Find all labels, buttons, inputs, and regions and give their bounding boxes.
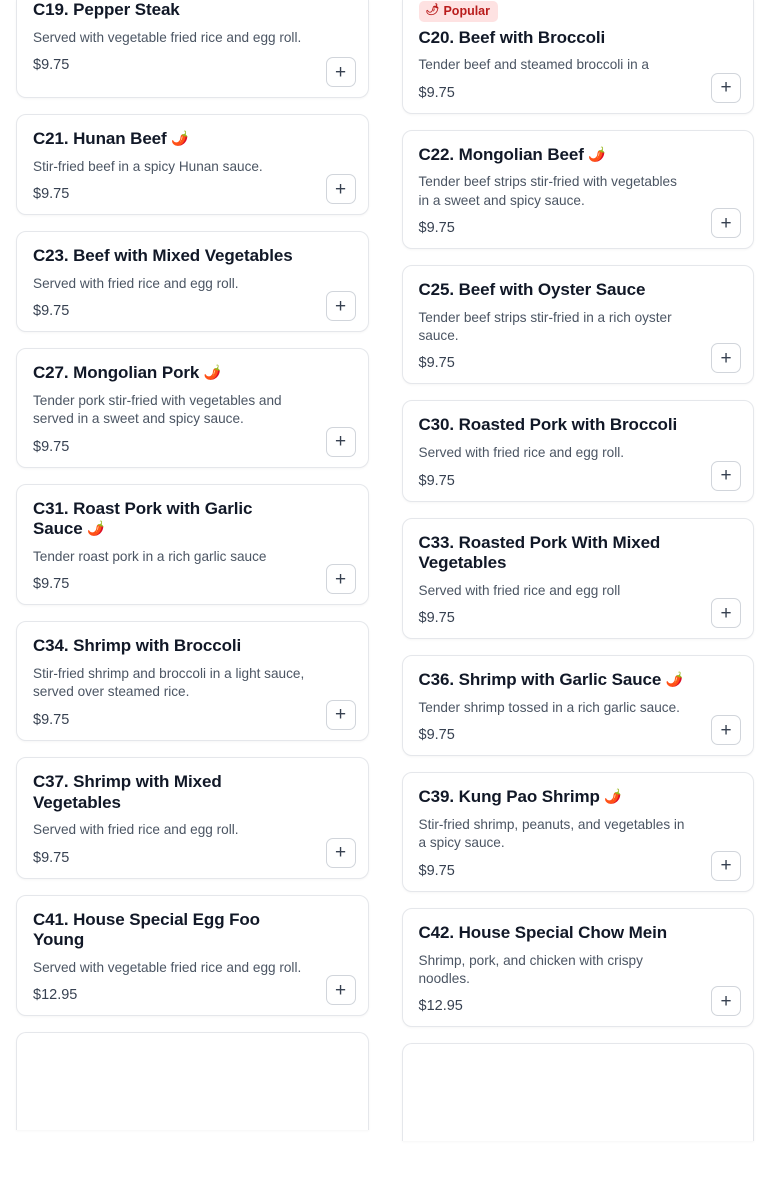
menu-item-description: Tender beef strips stir-fried in a rich oyster sauce. xyxy=(418,309,672,344)
add-item-button[interactable]: + xyxy=(711,343,741,373)
menu-item-card[interactable] xyxy=(16,0,369,98)
menu-item-title-text: C37. Shrimp with Mixed Vegetables xyxy=(33,771,222,812)
menu-item-description: Tender pork stir-fried with vegetables and served in a sweet and spicy sauce. xyxy=(33,392,282,427)
menu-item-description: Tender roast pork in a rich garlic sauce xyxy=(33,549,267,565)
spicy-icon: 🌶️ xyxy=(87,520,105,537)
menu-item-price: $9.75 xyxy=(418,472,455,489)
menu-item-description: Tender shrimp tossed in a rich garlic sauce. xyxy=(418,700,680,716)
menu-item-title-text: C39. Kung Pao Shrimp xyxy=(418,787,600,807)
menu-item-title xyxy=(419,280,738,301)
add-item-button[interactable]: + xyxy=(711,598,741,628)
menu-item-description: Shrimp, pork, and chicken with crispy noodles. xyxy=(418,952,643,986)
menu-item-price: $9.75 xyxy=(418,355,455,372)
menu-item-description: Served with fried rice and egg roll xyxy=(418,582,621,598)
menu-item-card-partial[interactable] xyxy=(16,1032,369,1130)
menu-item-description: Served with fried rice and egg roll. xyxy=(418,445,625,461)
menu-item-title-text: C23. Beef with Mixed Vegetables xyxy=(33,246,293,266)
add-item-button[interactable]: + xyxy=(711,986,741,1016)
menu-item-title-text: C22. Mongolian Beef xyxy=(418,144,584,164)
menu-item-price: $9.75 xyxy=(418,220,455,236)
menu-item-card[interactable] xyxy=(402,400,755,501)
add-item-button[interactable]: + xyxy=(326,975,356,1005)
menu-item-description: Tender beef strips stir-fried with vegetables in a sweet and spicy sauce. xyxy=(418,174,677,208)
menu-item-title xyxy=(419,670,738,691)
menu-item-description: Stir-fried beef in a spicy Hunan sauce. xyxy=(33,158,263,174)
menu-item-title xyxy=(33,772,352,813)
menu-item-price: $9.75 xyxy=(418,727,455,744)
menu-item-title-text: C20. Beef with Broccoli xyxy=(418,27,606,47)
menu-item-title xyxy=(33,910,352,951)
add-item-button[interactable]: + xyxy=(326,57,356,87)
menu-item-price: $9.75 xyxy=(418,84,455,101)
menu-item-title xyxy=(419,145,738,166)
menu-item-price: $9.75 xyxy=(33,57,70,74)
menu-item-description: Served with fried rice and egg roll. xyxy=(33,822,239,838)
menu-item-title-text: C25. Beef with Oyster Sauce xyxy=(418,280,646,299)
add-item-button[interactable]: + xyxy=(711,73,741,103)
menu-item-card[interactable] xyxy=(402,0,755,114)
menu-item-price: $9.75 xyxy=(33,849,70,866)
menu-item-card[interactable] xyxy=(402,265,755,384)
menu-item-card-partial[interactable] xyxy=(402,1043,755,1141)
menu-item-title xyxy=(33,363,352,384)
menu-item-description: Served with fried rice and egg roll. xyxy=(33,275,239,291)
spicy-icon: 🌶️ xyxy=(171,130,189,146)
menu-item-title-text: C19. Pepper Steak xyxy=(33,0,180,19)
menu-item-title-text: C27. Mongolian Pork xyxy=(33,363,200,383)
menu-item-price: $9.75 xyxy=(33,186,70,203)
menu-item-title xyxy=(419,923,738,944)
add-item-button[interactable]: + xyxy=(711,461,741,491)
menu-item-card[interactable] xyxy=(16,484,369,606)
menu-item-title-text: C41. House Special Egg Foo Young xyxy=(33,909,260,950)
menu-item-description: Stir-fried shrimp and broccoli in a light sauce, served over steamed rice. xyxy=(33,666,305,700)
menu-item-title-text: C36. Shrimp with Garlic Sauce xyxy=(418,670,662,690)
menu-item-title-text: C30. Roasted Pork with Broccoli xyxy=(418,415,678,435)
status-badge xyxy=(419,1,499,22)
menu-column-right xyxy=(402,0,755,1141)
add-item-button[interactable]: + xyxy=(326,291,356,321)
menu-column-left xyxy=(16,0,369,1130)
add-item-button[interactable]: + xyxy=(326,700,356,730)
menu-item-card[interactable] xyxy=(402,772,755,891)
menu-item-title-text: C31. Roast Pork with Garlic Sauce xyxy=(33,498,253,539)
menu-item-title-text: C21. Hunan Beef xyxy=(33,129,167,148)
menu-item-title xyxy=(419,28,738,49)
menu-item-card[interactable] xyxy=(402,518,755,640)
menu-item-price: $9.75 xyxy=(33,303,70,320)
menu-item-card[interactable] xyxy=(16,621,369,740)
menu-item-description: Served with vegetable fried rice and egg roll. xyxy=(33,29,302,45)
menu-item-title xyxy=(419,787,738,808)
menu-item-card[interactable] xyxy=(16,231,369,332)
menu-item-price: $9.75 xyxy=(418,610,455,627)
add-item-button[interactable]: + xyxy=(326,838,356,868)
menu-item-price: $9.75 xyxy=(33,438,70,455)
menu-item-price: $9.75 xyxy=(418,862,455,879)
add-item-button[interactable]: + xyxy=(711,715,741,745)
add-item-button[interactable]: + xyxy=(326,564,356,594)
menu-item-title xyxy=(33,499,352,540)
menu-item-title xyxy=(33,0,352,21)
menu-item-description: Served with vegetable fried rice and egg roll. xyxy=(33,960,302,976)
popular-label: Popular xyxy=(443,3,491,18)
menu-item-title xyxy=(33,129,352,150)
add-item-button[interactable]: + xyxy=(326,427,356,457)
spicy-icon: 🌶️ xyxy=(604,788,622,805)
menu-item-card[interactable] xyxy=(402,908,755,1027)
menu-item-description: Tender beef and steamed broccoli in a xyxy=(418,57,649,73)
menu-item-title xyxy=(33,636,352,657)
menu-item-title-text: C33. Roasted Pork With Mixed Vegetables xyxy=(418,532,661,573)
flame-icon: 🌶 xyxy=(425,4,440,16)
menu-item-price: $9.75 xyxy=(33,711,70,728)
menu-item-card[interactable] xyxy=(16,348,369,467)
menu-item-title xyxy=(33,246,352,267)
spicy-icon: 🌶️ xyxy=(665,671,684,688)
menu-item-card[interactable] xyxy=(16,114,369,215)
menu-item-price: $12.95 xyxy=(418,998,463,1015)
spicy-icon: 🌶️ xyxy=(588,145,606,162)
add-item-button[interactable]: + xyxy=(711,851,741,881)
menu-item-card[interactable] xyxy=(402,130,755,249)
menu-item-description: Stir-fried shrimp, peanuts, and vegetables in a spicy sauce. xyxy=(418,817,685,851)
menu-item-price: $9.75 xyxy=(33,576,70,593)
menu-item-price: $12.95 xyxy=(33,987,78,1004)
menu-item-title-text: C42. House Special Chow Mein xyxy=(418,922,667,942)
menu-item-card[interactable] xyxy=(16,895,369,1017)
add-item-button[interactable]: + xyxy=(711,208,741,238)
menu-item-title-text: C34. Shrimp with Broccoli xyxy=(33,636,242,656)
menu-item-title xyxy=(419,533,738,574)
menu-item-card[interactable] xyxy=(402,655,755,756)
add-item-button[interactable]: + xyxy=(326,174,356,204)
menu-item-title xyxy=(419,415,738,436)
spicy-icon: 🌶️ xyxy=(203,364,222,381)
menu-item-card[interactable] xyxy=(16,757,369,879)
